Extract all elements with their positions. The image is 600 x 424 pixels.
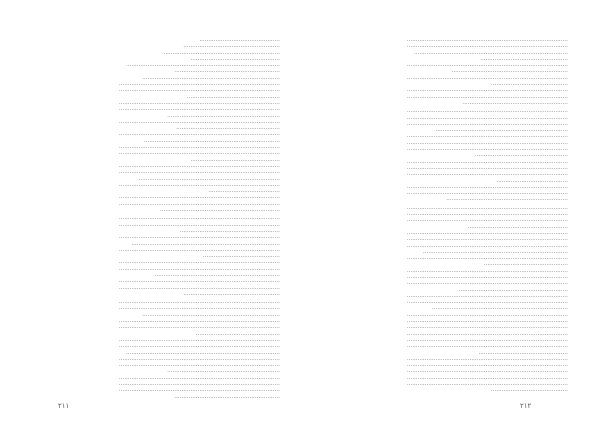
text-line-placeholder: ······························································· [167, 113, 280, 120]
text-line-placeholder: ·················································· [190, 56, 280, 63]
text-line-placeholder: ·························································································· [406, 256, 568, 263]
text-line-placeholder: ·························································································· [118, 247, 280, 254]
text-line-placeholder: ·························································································· [406, 375, 568, 382]
text-line-placeholder: ·························································································· [406, 140, 568, 147]
text-line-placeholder: ·························································································· [406, 159, 568, 166]
text-line-placeholder: ·················································· [190, 157, 280, 164]
text-line-placeholder: ··························································· [174, 69, 280, 76]
text-line-placeholder: ·························································································· [406, 319, 568, 326]
text-line-placeholder: ·························································································· [118, 325, 280, 332]
text-line-placeholder: ·························································································· [118, 235, 280, 242]
paragraph [30, 300, 280, 401]
text-line-placeholder: ·························································································· [406, 356, 568, 363]
text-line-placeholder: ·························································································· [406, 331, 568, 338]
paragraph [318, 109, 568, 203]
text-line-placeholder: ·························································································· [118, 170, 280, 177]
text-line-placeholder: ·························································································· [406, 237, 568, 244]
text-line-placeholder: ················································································· [423, 249, 568, 256]
text-line-placeholder: ·························································································· [118, 388, 280, 395]
text-line-placeholder: ·························································································· [406, 382, 568, 389]
text-line-placeholder: ·························································································· [406, 212, 568, 219]
text-line-placeholder: ···································································· [446, 197, 568, 204]
text-line-placeholder: ·························································································· [406, 300, 568, 307]
right-page-number: ۲۱۲ [520, 402, 532, 410]
right-page-text [318, 38, 568, 395]
text-line-placeholder: ·························································································· [118, 279, 280, 286]
text-line-placeholder: ························································ [179, 228, 280, 235]
text-line-placeholder: ·························································································· [118, 337, 280, 344]
text-line-placeholder: ···················································· [186, 94, 280, 101]
text-line-placeholder: ········································ [208, 189, 280, 196]
text-line-placeholder: ·························································································· [406, 134, 568, 141]
text-line-placeholder: ·························································································· [406, 243, 568, 250]
text-line-placeholder: ·························································································· [118, 356, 280, 363]
text-line-placeholder: ······················································································ [126, 63, 280, 70]
text-line-placeholder: ·························································································· [406, 325, 568, 332]
text-line-placeholder: ·························································································· [118, 363, 280, 370]
text-line-placeholder: ·························································································· [118, 319, 280, 326]
text-line-placeholder: ·························································································· [406, 109, 568, 116]
text-line-placeholder: ·························································································· [118, 300, 280, 307]
paragraph [318, 38, 568, 107]
text-line-placeholder: ·························································································· [406, 63, 568, 70]
text-line-placeholder: ·························································································· [118, 119, 280, 126]
text-line-placeholder: ·························································································· [118, 195, 280, 202]
text-line-placeholder: ··························································· [174, 394, 280, 401]
text-line-placeholder: ··································································· [160, 208, 280, 215]
text-line-placeholder: ·························································································· [406, 191, 568, 198]
text-line-placeholder: ··········································· [491, 82, 568, 89]
text-line-placeholder: ·························································································· [406, 38, 568, 44]
text-line-placeholder: ·························································································· [118, 88, 280, 95]
text-line-placeholder: ·························································································· [118, 82, 280, 89]
text-line-placeholder: ·························································································· [406, 75, 568, 82]
text-line-placeholder: ··········································· [203, 254, 280, 261]
text-line-placeholder: ···················································· [474, 153, 568, 160]
text-line-placeholder: ············································································ [144, 138, 280, 145]
text-line-placeholder: ······················································ [183, 44, 280, 51]
text-line-placeholder: ····························································· [458, 287, 568, 294]
text-line-placeholder: ······················································ [183, 291, 280, 298]
text-line-placeholder: ·························································································· [118, 260, 280, 267]
text-line-placeholder: ·························································································· [406, 88, 568, 95]
text-line-placeholder: ·························································································· [118, 266, 280, 273]
text-line-placeholder: ·························································································· [406, 94, 568, 101]
text-line-placeholder: ·························································································· [406, 184, 568, 191]
text-line-placeholder: ··············································· [195, 331, 280, 338]
text-line-placeholder: ·························································································· [406, 281, 568, 288]
text-line-placeholder: ······························································· [167, 369, 280, 376]
text-line-placeholder: ·························································································· [406, 344, 568, 351]
text-line-placeholder: ·················································· [478, 350, 568, 357]
text-line-placeholder: ·························································································· [118, 222, 280, 229]
text-line-placeholder: ······················································································ [414, 50, 568, 57]
text-line-placeholder: ············································· [199, 38, 280, 44]
text-line-placeholder: ·························································································· [118, 182, 280, 189]
text-line-placeholder: ··················································································· [131, 241, 280, 248]
text-line-placeholder: ·························································································· [118, 163, 280, 170]
text-line-placeholder: ·························································································· [406, 312, 568, 319]
text-line-placeholder: ·········································································· [435, 128, 568, 135]
text-line-placeholder: ················································· [480, 56, 568, 63]
text-line-placeholder: ············································································ [432, 306, 568, 313]
text-line-placeholder: ·························································································· [406, 172, 568, 179]
text-line-placeholder: ········································ [496, 178, 568, 185]
text-line-placeholder: ·························································································· [118, 132, 280, 139]
text-line-placeholder: ······································································ [154, 272, 280, 279]
text-line-placeholder: ·························································································· [118, 145, 280, 152]
text-line-placeholder: ············································································· [142, 312, 280, 319]
paragraph [30, 216, 280, 298]
paragraph [318, 206, 568, 395]
text-line-placeholder: ·························································································· [406, 165, 568, 172]
text-line-placeholder: ·························································································· [406, 363, 568, 370]
text-line-placeholder: ·························································································· [406, 205, 568, 212]
text-line-placeholder: ·························································································· [406, 115, 568, 122]
text-line-placeholder: ··························································· [462, 100, 568, 107]
text-line-placeholder: ·························································································· [118, 151, 280, 158]
text-line-placeholder: ·························································································· [406, 44, 568, 51]
text-line-placeholder: ·························································································· [118, 100, 280, 107]
text-line-placeholder: ································································· [163, 50, 280, 57]
text-line-placeholder: ··············································· [483, 262, 568, 269]
text-line-placeholder: ·························································································· [406, 369, 568, 376]
text-line-placeholder: ··············································································· [138, 176, 280, 183]
text-line-placeholder: ·························································································· [118, 375, 280, 382]
text-line-placeholder: ·························································································· [118, 306, 280, 313]
left-page-text [30, 38, 280, 401]
text-line-placeholder: ············································································· [142, 75, 280, 82]
text-line-placeholder: ·························································································· [406, 274, 568, 281]
text-line-placeholder: ·························································································· [118, 201, 280, 208]
text-line-placeholder: ·························································································· [118, 344, 280, 351]
text-line-placeholder: ·························································································· [406, 121, 568, 128]
text-line-placeholder: ·························································································· [406, 293, 568, 300]
text-line-placeholder: ··········································· [491, 388, 568, 395]
text-line-placeholder: ·························································································· [406, 337, 568, 344]
text-line-placeholder: ·························································································· [406, 218, 568, 225]
text-line-placeholder: ·························································································· [118, 382, 280, 389]
text-line-placeholder: ·························································································· [118, 107, 280, 114]
text-line-placeholder: ································································· [451, 69, 568, 76]
text-line-placeholder: ······················································································ [126, 350, 280, 357]
paragraph [30, 38, 280, 214]
text-line-placeholder: ·························································· [176, 126, 280, 133]
text-line-placeholder: ·························································································· [406, 147, 568, 154]
text-line-placeholder: ·························································································· [406, 230, 568, 237]
text-line-placeholder: ·························································································· [118, 216, 280, 223]
left-page-number: ۲۱۱ [58, 402, 70, 410]
text-line-placeholder: ·························································································· [118, 285, 280, 292]
text-line-placeholder: ························································ [467, 224, 568, 231]
text-line-placeholder: ·························································································· [406, 268, 568, 275]
